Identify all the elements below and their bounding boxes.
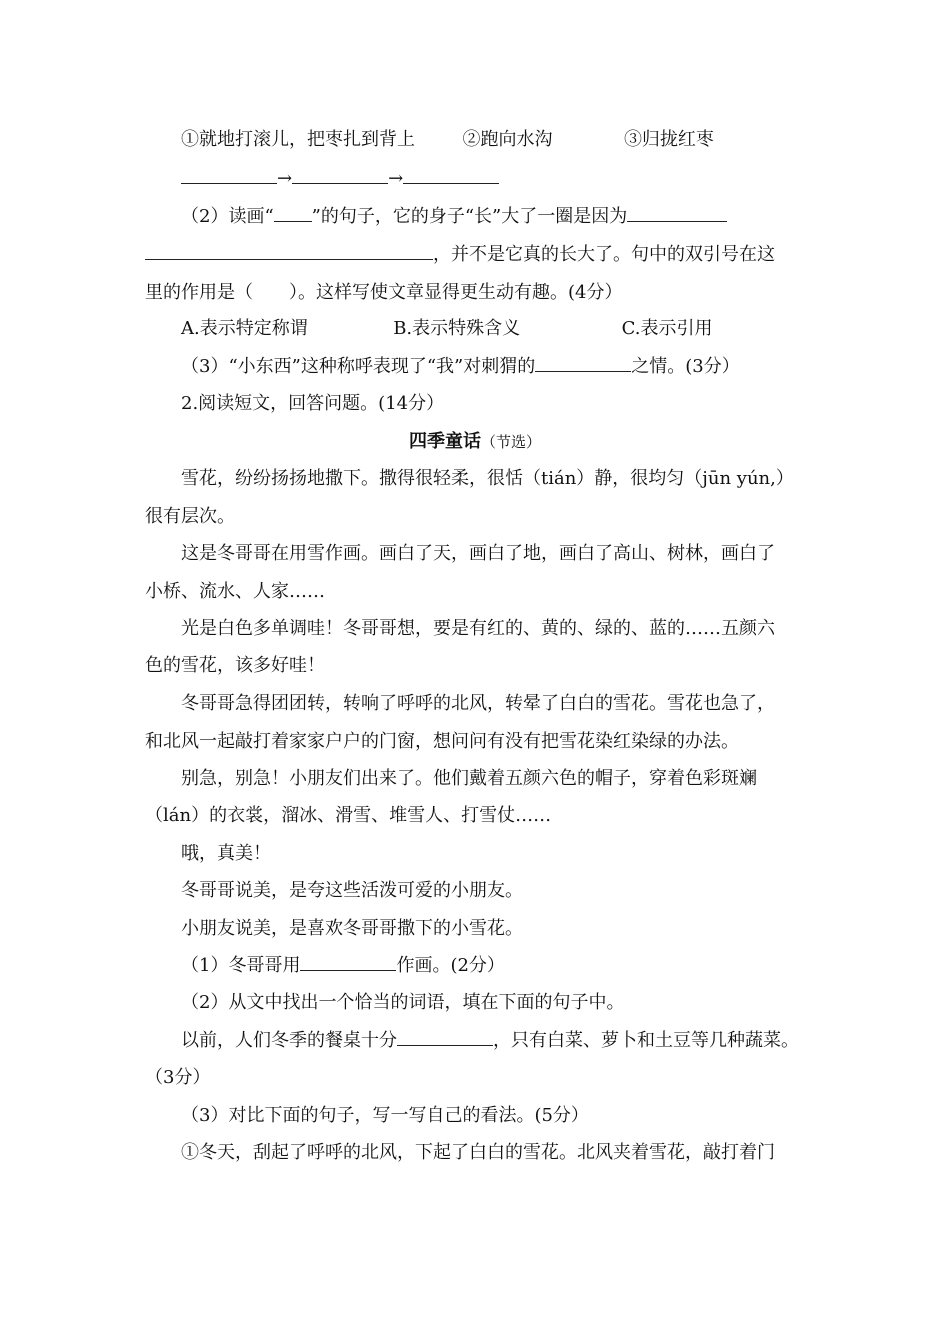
reason-blank-1[interactable]: [627, 205, 727, 222]
passage-subtitle: （节选）: [480, 433, 541, 451]
passage-p3-line-1: 光是白色多单调哇！冬哥哥想，要是有红的、黄的、绿的、蓝的……五颜六: [181, 618, 775, 639]
passage-p2-line-1: 这是冬哥哥在用雪作画。画白了天，画白了地，画白了高山、树林，画白了: [181, 543, 775, 564]
passage-question-2-score: （3分）: [145, 1067, 211, 1088]
underline-mark-blank: [274, 205, 312, 222]
passage-p4-line-2: 和北风一起敲打着家家户户的门窗，想问问有没有把雪花染红染绿的办法。: [145, 731, 739, 752]
passage-question-3-sentence-1: ①冬天，刮起了呼呼的北风，下起了白白的雪花。北风夹着雪花，敲打着门: [181, 1142, 775, 1163]
arrow-icon: →: [388, 168, 404, 189]
choice-b[interactable]: B.表示特殊含义: [393, 318, 521, 339]
option-1: ①就地打滚儿，把枣扎到背上: [181, 129, 415, 150]
option-2: ②跑向水沟: [462, 129, 553, 150]
order-blank-3[interactable]: [403, 167, 499, 184]
question-2-line-2: ，并不是它真的长大了。句中的双引号在这: [145, 243, 775, 267]
order-blank-1[interactable]: [181, 167, 277, 184]
reason-blank-2[interactable]: [145, 243, 433, 260]
feeling-blank[interactable]: [535, 355, 631, 372]
choice-c[interactable]: C.表示引用: [621, 318, 713, 339]
choice-a[interactable]: A.表示特定称谓: [181, 318, 308, 339]
passage-p3-line-2: 色的雪花，该多好哇！: [145, 655, 325, 676]
question-2-choices: [181, 317, 712, 341]
passage-question-3: （3）对比下面的句子，写一写自己的看法。(5分）: [181, 1105, 589, 1126]
sequence-blanks: [181, 167, 499, 191]
passage-p6: 哦，真美！: [181, 843, 271, 864]
passage-p1-line-1: 雪花，纷纷扬扬地撒下。撒得很轻柔，很恬（tián）静，很均匀（jūn yún,）: [181, 468, 794, 489]
passage-title: 四季童话（节选）: [408, 431, 541, 452]
option-3: ③归拢红枣: [623, 129, 714, 150]
arrow-icon: →: [277, 168, 293, 189]
material-blank[interactable]: [300, 954, 396, 971]
passage-p5-line-2: （lán）的衣裳，溜冰、滑雪、堆雪人、打雪仗……: [145, 805, 552, 826]
word-blank[interactable]: [397, 1029, 493, 1046]
passage-p4-line-1: 冬哥哥急得团团转，转响了呼呼的北风，转晕了白白的雪花。雪花也急了，: [181, 693, 775, 714]
question-2-line-3: 里的作用是（ ）。这样写使文章显得更生动有趣。(4分）: [145, 282, 623, 303]
section-2-heading: 2.阅读短文，回答问题。(14分）: [181, 393, 445, 414]
passage-p7: 冬哥哥说美，是夸这些活泼可爱的小朋友。: [181, 880, 523, 901]
passage-p5-line-1: 别急，别急！小朋友们出来了。他们戴着五颜六色的帽子，穿着色彩斑斓: [181, 768, 757, 789]
passage-p1-line-2: 很有层次。: [145, 506, 235, 527]
question-3: （3）“小东西”这种称呼表现了“我”对刺猬的 之情。(3分）: [181, 356, 740, 377]
passage-question-2: （2）从文中找出一个恰当的词语，填在下面的句子中。: [181, 992, 625, 1013]
question-2-line-1: （2）读画“ ”的句子，它的身子“长”大了一圈是因为: [181, 205, 727, 229]
sequence-options: [181, 128, 714, 152]
passage-p8: 小朋友说美，是喜欢冬哥哥撒下的小雪花。: [181, 918, 523, 939]
passage-question-1: （1）冬哥哥用 作画。(2分）: [181, 955, 505, 976]
order-blank-2[interactable]: [292, 167, 388, 184]
passage-p2-line-2: 小桥、流水、人家……: [145, 581, 325, 602]
passage-question-2-sentence: 以前，人们冬季的餐桌十分 ，只有白菜、萝卜和土豆等几种蔬菜。: [181, 1030, 799, 1051]
